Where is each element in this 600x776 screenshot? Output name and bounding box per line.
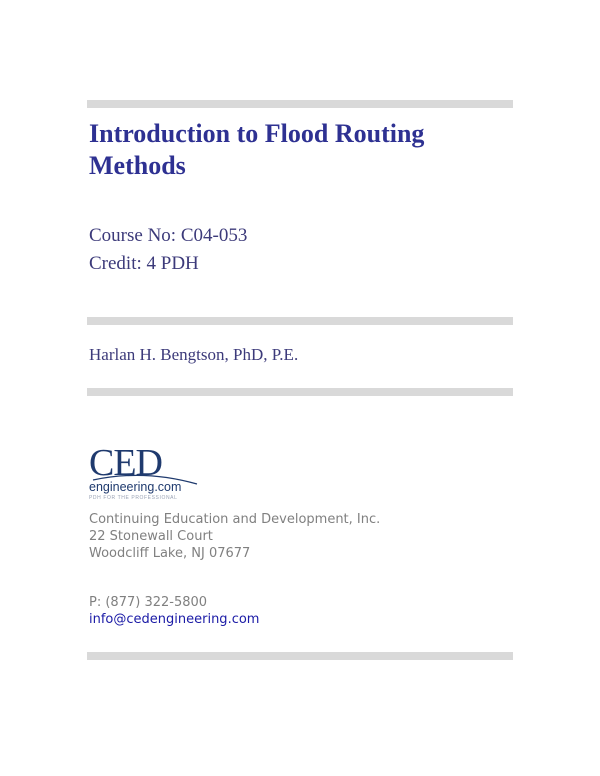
divider-top [87,100,513,108]
author-name: Harlan H. Bengtson, PhD, P.E. [89,345,299,364]
credit-hours: Credit: 4 PDH [89,253,199,274]
phone-number: P: (877) 322-5800 [89,595,208,610]
document-title: Introduction to Flood Routing Methods [89,119,425,180]
divider-2 [87,317,513,325]
divider-3 [87,388,513,396]
logo-wordmark: CED [89,442,162,484]
ced-engineering-logo [89,442,204,503]
street-address: 22 Stonewall Court [89,529,213,544]
divider-bottom [87,652,513,660]
email-link[interactable]: info@cedengineering.com [89,612,260,627]
logo-tagline: PDH FOR THE PROFESSIONAL [89,495,178,501]
organization-name: Continuing Education and Development, Inc. [89,512,381,527]
city-state-zip: Woodcliff Lake, NJ 07677 [89,546,251,561]
course-number: Course No: C04-053 [89,225,248,246]
logo-domain: engineering.com [89,480,182,494]
